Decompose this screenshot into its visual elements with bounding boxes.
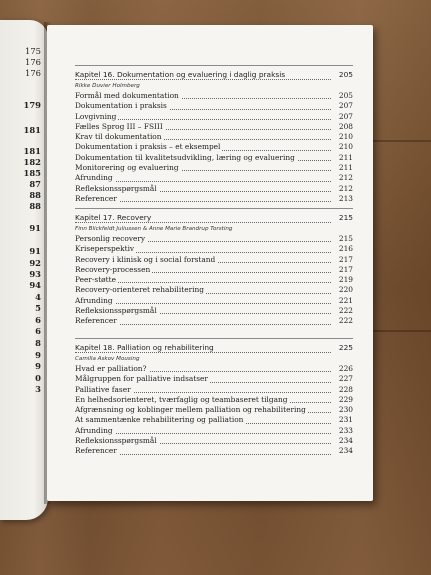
- toc-entry-title: Kriseperspektiv: [75, 244, 135, 254]
- left-page-number: 91: [29, 246, 41, 256]
- toc-entry-page: 222: [338, 316, 353, 326]
- toc-entry-page: 227: [338, 374, 353, 384]
- toc-entry: [75, 184, 353, 194]
- toc-entry-page: 222: [338, 306, 353, 316]
- toc-entry-title: Recovery i klinisk og i social forstand: [75, 254, 216, 264]
- toc-entry-page: 205: [338, 91, 353, 100]
- chapter-divider: [75, 208, 353, 209]
- toc-entry: [75, 244, 353, 254]
- toc-entry-title: Dokumentation til kvalitetsudvikling, læring og evaluering: [75, 152, 295, 162]
- toc-entry-page: 210: [338, 142, 353, 152]
- toc-entry-title: Afrunding: [75, 425, 113, 435]
- chapter-author: Camilla Askov Mousing: [75, 356, 140, 362]
- toc-entry: [75, 296, 353, 306]
- toc-entry: [75, 112, 353, 122]
- toc-entry-page: 215: [338, 234, 353, 243]
- toc-entry: [75, 142, 353, 152]
- toc-entry-page: 212: [338, 183, 353, 193]
- left-page-number: 175: [25, 46, 41, 56]
- left-page-number: 185: [23, 168, 41, 178]
- toc-entry-page: 220: [338, 285, 353, 295]
- toc-entry: [75, 285, 353, 295]
- chapter-divider: [75, 65, 353, 66]
- toc-entry-page: 211: [338, 152, 353, 162]
- chapter-author: Finn Blickfeldt Juliussen & Anne Marie Brandrup Torsting: [75, 226, 233, 232]
- chapter-divider: [75, 338, 353, 339]
- chapter-author: Rikke Duvier Holmberg: [75, 83, 140, 89]
- toc-entry-title: Lovgivning: [75, 111, 117, 121]
- left-page-number: 88: [29, 201, 41, 211]
- toc-entry-page: 212: [338, 173, 353, 183]
- toc-entry: [75, 132, 353, 142]
- left-page-number: 93: [29, 269, 41, 279]
- toc-entry-title: Monitorering og evaluering: [75, 163, 179, 173]
- toc-entry: [75, 194, 353, 204]
- left-page-number: 9: [35, 361, 41, 371]
- toc-entry-page: 213: [338, 193, 353, 203]
- toc-entry-title: Recovery-processen: [75, 264, 151, 274]
- toc-entry-page: 217: [338, 254, 353, 264]
- toc-entry-page: 233: [338, 425, 353, 435]
- chapter-block: [75, 338, 353, 457]
- toc-entry-title: Refleksionsspørgsmål: [75, 436, 157, 446]
- toc-entry-page: 234: [338, 436, 353, 446]
- toc-entry-page: 216: [338, 244, 353, 254]
- toc-entry-page: 231: [338, 415, 353, 425]
- toc-entry-title: Peer-støtte: [75, 275, 116, 285]
- leader-dots: [75, 352, 331, 353]
- chapter-heading: [75, 343, 353, 355]
- toc-entry-title: Målgruppen for palliative indsatser: [75, 374, 208, 384]
- table-of-contents-page: [47, 25, 373, 501]
- toc-entry-title: Afrunding: [75, 173, 113, 183]
- toc-entry: [75, 91, 353, 101]
- chapter-page-number: 205: [338, 70, 353, 79]
- left-page-number: 87: [29, 179, 41, 189]
- chapter-heading: [75, 70, 353, 82]
- toc-entry: [75, 364, 353, 374]
- toc-entry-page: 229: [338, 394, 353, 404]
- toc-entry-title: Fælles Sprog III – FSIII: [75, 121, 163, 131]
- left-page-number: 88: [29, 190, 41, 200]
- toc-entry-title: En helhedsorienteret, tværfaglig og teambaseret tilgang: [75, 394, 288, 404]
- toc-entry-title: Palliative faser: [75, 384, 131, 394]
- toc-entry: [75, 122, 353, 132]
- toc-entry: [75, 163, 353, 173]
- toc-entry: [75, 316, 353, 326]
- toc-entry-page: 211: [338, 163, 353, 173]
- chapter-block: [75, 208, 353, 327]
- toc-entry: [75, 436, 353, 446]
- left-page-number: 91: [29, 223, 41, 233]
- toc-entry: [75, 101, 353, 111]
- left-page-number: 176: [25, 57, 41, 67]
- toc-entry-title: Afrunding: [75, 295, 113, 305]
- chapter-title: Kapitel 17. Recovery: [75, 213, 152, 222]
- toc-entry-page: 230: [338, 405, 353, 415]
- chapter-title: Kapitel 18. Palliation og rehabilitering: [75, 343, 214, 352]
- left-page-number: 94: [29, 280, 41, 290]
- chapter-page-number: 215: [338, 213, 353, 222]
- left-page-number: 0: [35, 373, 41, 383]
- left-page-number: 5: [35, 303, 41, 313]
- toc-entry: [75, 153, 353, 163]
- toc-entry-page: 219: [338, 275, 353, 285]
- toc-entry-page: 226: [338, 364, 353, 373]
- toc-entry-title: Refleksionsspørgsmål: [75, 183, 157, 193]
- toc-entry-title: Formål med dokumentation: [75, 91, 179, 100]
- toc-entry: [75, 395, 353, 405]
- leader-dots: [75, 222, 331, 223]
- toc-entry-title: At sammentænke rehabilitering og palliation: [75, 415, 244, 425]
- toc-entry-page: 228: [338, 384, 353, 394]
- chapter-heading: [75, 213, 353, 225]
- toc-entry-title: Afgrænsning og koblinger mellem palliation og rehabilitering: [75, 405, 306, 415]
- toc-entry-title: Refleksionsspørgsmål: [75, 306, 157, 316]
- left-book-page: [0, 20, 48, 520]
- left-page-number: 179: [23, 100, 41, 110]
- toc-entry-page: 221: [338, 295, 353, 305]
- left-page-number: 8: [35, 338, 41, 348]
- left-page-number: 182: [23, 157, 41, 167]
- chapter-title: Kapitel 16. Dokumentation og evaluering i daglig praksis: [75, 70, 286, 79]
- toc-entry: [75, 405, 353, 415]
- toc-entry-page: 207: [338, 101, 353, 111]
- toc-entry-title: Referencer: [75, 446, 117, 456]
- toc-entry-title: Hvad er palliation?: [75, 364, 147, 373]
- toc-entry: [75, 234, 353, 244]
- toc-entry-title: Dokumentation i praksis – et eksempel: [75, 142, 221, 152]
- chapter-page-number: 225: [338, 343, 353, 352]
- left-page-number: 3: [35, 384, 41, 394]
- left-page-number: 6: [35, 326, 41, 336]
- toc-entry-page: 210: [338, 132, 353, 142]
- toc-entry: [75, 385, 353, 395]
- toc-entry: [75, 426, 353, 436]
- toc-entry: [75, 173, 353, 183]
- toc-entry-page: 234: [338, 446, 353, 456]
- toc-entry-page: 217: [338, 264, 353, 274]
- left-page-number: 6: [35, 315, 41, 325]
- toc-entry-title: Personlig recovery: [75, 234, 146, 243]
- toc-entry-page: 207: [338, 111, 353, 121]
- left-page-number: 4: [35, 292, 41, 302]
- toc-entry: [75, 415, 353, 425]
- toc-entry-page: 208: [338, 121, 353, 131]
- left-page-number: 9: [35, 350, 41, 360]
- left-page-number: 181: [23, 125, 41, 135]
- toc-entry-title: Referencer: [75, 193, 117, 203]
- toc-entry: [75, 265, 353, 275]
- toc-entry-title: Referencer: [75, 316, 117, 326]
- toc-entry-title: Krav til dokumentation: [75, 132, 162, 142]
- left-page-number: 176: [25, 68, 41, 78]
- toc-entry: [75, 255, 353, 265]
- left-page-number: 92: [29, 258, 41, 268]
- toc-entry: [75, 374, 353, 384]
- toc-entry-title: Dokumentation i praksis: [75, 101, 167, 111]
- chapter-block: [75, 65, 353, 204]
- toc-entry: [75, 275, 353, 285]
- left-page-number: 181: [23, 146, 41, 156]
- leader-dots: [75, 79, 331, 80]
- toc-entry: [75, 446, 353, 456]
- toc-entry: [75, 306, 353, 316]
- toc-entry-title: Recovery-orienteret rehabilitering: [75, 285, 204, 295]
